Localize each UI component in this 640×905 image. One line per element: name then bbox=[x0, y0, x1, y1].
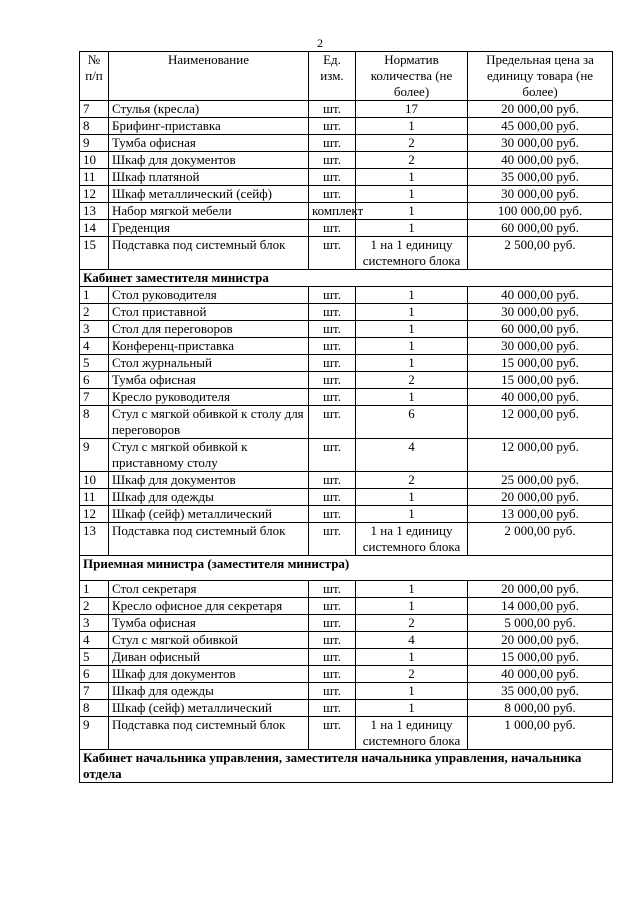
cell-unit: шт. bbox=[309, 118, 356, 135]
cell-name: Стулья (кресла) bbox=[109, 101, 309, 118]
cell-unit: шт. bbox=[309, 338, 356, 355]
cell-name: Подставка под системный блок bbox=[109, 717, 309, 750]
table-row bbox=[80, 152, 613, 169]
section-title: Кабинет заместителя министра bbox=[80, 270, 613, 287]
cell-qty: 1 bbox=[356, 220, 468, 237]
cell-name: Стол журнальный bbox=[109, 355, 309, 372]
table-row bbox=[80, 683, 613, 700]
table-row bbox=[80, 186, 613, 203]
cell-price: 30 000,00 руб. bbox=[468, 304, 613, 321]
cell-price: 35 000,00 руб. bbox=[468, 169, 613, 186]
cell-unit: шт. bbox=[309, 439, 356, 472]
cell-num: 2 bbox=[80, 304, 109, 321]
cell-name: Шкаф для одежды bbox=[109, 683, 309, 700]
cell-name: Стул с мягкой обивкой bbox=[109, 632, 309, 649]
cell-num: 3 bbox=[80, 615, 109, 632]
cell-name: Стол для переговоров bbox=[109, 321, 309, 338]
table-header-row bbox=[80, 52, 613, 101]
table-row bbox=[80, 169, 613, 186]
cell-price: 40 000,00 руб. bbox=[468, 666, 613, 683]
cell-num: 9 bbox=[80, 717, 109, 750]
cell-num: 10 bbox=[80, 472, 109, 489]
cell-unit: шт. bbox=[309, 615, 356, 632]
cell-price: 40 000,00 руб. bbox=[468, 287, 613, 304]
table-row bbox=[80, 321, 613, 338]
cell-num: 2 bbox=[80, 598, 109, 615]
cell-unit: шт. bbox=[309, 220, 356, 237]
table-row bbox=[80, 406, 613, 439]
table-row bbox=[80, 372, 613, 389]
cell-unit: шт. bbox=[309, 598, 356, 615]
cell-unit: шт. bbox=[309, 506, 356, 523]
cell-num: 14 bbox=[80, 220, 109, 237]
cell-qty: 1 на 1 единицу системного блока bbox=[356, 237, 468, 270]
cell-num: 4 bbox=[80, 338, 109, 355]
cell-price: 12 000,00 руб. bbox=[468, 406, 613, 439]
cell-num: 6 bbox=[80, 666, 109, 683]
cell-price: 30 000,00 руб. bbox=[468, 338, 613, 355]
section-header-row bbox=[80, 556, 613, 581]
cell-name: Стул с мягкой обивкой к приставному столу bbox=[109, 439, 309, 472]
cell-unit: шт. bbox=[309, 152, 356, 169]
cell-name: Шкаф для документов bbox=[109, 472, 309, 489]
cell-price: 13 000,00 руб. bbox=[468, 506, 613, 523]
cell-name: Шкаф для одежды bbox=[109, 489, 309, 506]
cell-unit: шт. bbox=[309, 649, 356, 666]
cell-qty: 2 bbox=[356, 152, 468, 169]
table-row bbox=[80, 649, 613, 666]
cell-unit: шт. bbox=[309, 717, 356, 750]
cell-qty: 1 bbox=[356, 118, 468, 135]
cell-name: Диван офисный bbox=[109, 649, 309, 666]
cell-unit: шт. bbox=[309, 581, 356, 598]
cell-unit: шт. bbox=[309, 632, 356, 649]
table-row bbox=[80, 598, 613, 615]
cell-unit: шт. bbox=[309, 666, 356, 683]
table-row bbox=[80, 338, 613, 355]
cell-price: 15 000,00 руб. bbox=[468, 355, 613, 372]
cell-name: Тумба офисная bbox=[109, 135, 309, 152]
cell-price: 20 000,00 руб. bbox=[468, 632, 613, 649]
table-row bbox=[80, 389, 613, 406]
cell-name: Брифинг-приставка bbox=[109, 118, 309, 135]
table-row bbox=[80, 118, 613, 135]
cell-unit: шт. bbox=[309, 169, 356, 186]
cell-name: Подставка под системный блок bbox=[109, 237, 309, 270]
cell-num: 15 bbox=[80, 237, 109, 270]
cell-num: 1 bbox=[80, 287, 109, 304]
cell-unit: шт. bbox=[309, 372, 356, 389]
cell-unit: шт. bbox=[309, 287, 356, 304]
table-row bbox=[80, 717, 613, 750]
cell-qty: 1 на 1 единицу системного блока bbox=[356, 523, 468, 556]
table-row bbox=[80, 287, 613, 304]
cell-price: 30 000,00 руб. bbox=[468, 186, 613, 203]
cell-qty: 2 bbox=[356, 135, 468, 152]
table-row bbox=[80, 489, 613, 506]
cell-name: Тумба офисная bbox=[109, 372, 309, 389]
cell-num: 12 bbox=[80, 186, 109, 203]
cell-name: Греденция bbox=[109, 220, 309, 237]
cell-qty: 2 bbox=[356, 615, 468, 632]
cell-unit: шт. bbox=[309, 683, 356, 700]
cell-qty: 1 bbox=[356, 489, 468, 506]
cell-price: 60 000,00 руб. bbox=[468, 220, 613, 237]
table-row bbox=[80, 581, 613, 598]
cell-name: Тумба офисная bbox=[109, 615, 309, 632]
cell-unit: шт. bbox=[309, 406, 356, 439]
cell-num: 5 bbox=[80, 649, 109, 666]
table-row bbox=[80, 700, 613, 717]
cell-price: 40 000,00 руб. bbox=[468, 152, 613, 169]
cell-name: Кресло руководителя bbox=[109, 389, 309, 406]
cell-price: 15 000,00 руб. bbox=[468, 372, 613, 389]
table-row bbox=[80, 135, 613, 152]
cell-num: 1 bbox=[80, 581, 109, 598]
cell-num: 5 bbox=[80, 355, 109, 372]
cell-qty: 2 bbox=[356, 472, 468, 489]
cell-qty: 1 на 1 единицу системного блока bbox=[356, 717, 468, 750]
cell-unit: шт. bbox=[309, 304, 356, 321]
cell-qty: 1 bbox=[356, 287, 468, 304]
cell-num: 7 bbox=[80, 101, 109, 118]
table-row bbox=[80, 615, 613, 632]
cell-price: 25 000,00 руб. bbox=[468, 472, 613, 489]
cell-unit: шт. bbox=[309, 237, 356, 270]
cell-name: Конференц-приставка bbox=[109, 338, 309, 355]
cell-name: Стол руководителя bbox=[109, 287, 309, 304]
cell-num: 12 bbox=[80, 506, 109, 523]
cell-price: 35 000,00 руб. bbox=[468, 683, 613, 700]
cell-num: 13 bbox=[80, 523, 109, 556]
cell-qty: 1 bbox=[356, 304, 468, 321]
table-row bbox=[80, 220, 613, 237]
table-row bbox=[80, 666, 613, 683]
cell-unit: шт. bbox=[309, 523, 356, 556]
cell-qty: 1 bbox=[356, 186, 468, 203]
cell-qty: 4 bbox=[356, 632, 468, 649]
cell-name: Шкаф металлический (сейф) bbox=[109, 186, 309, 203]
cell-qty: 1 bbox=[356, 683, 468, 700]
cell-name: Кресло офисное для секретаря bbox=[109, 598, 309, 615]
cell-qty: 1 bbox=[356, 321, 468, 338]
cell-name: Стул с мягкой обивкой к столу для переговоров bbox=[109, 406, 309, 439]
cell-qty: 1 bbox=[356, 203, 468, 220]
cell-qty: 1 bbox=[356, 338, 468, 355]
cell-num: 13 bbox=[80, 203, 109, 220]
cell-num: 4 bbox=[80, 632, 109, 649]
cell-qty: 1 bbox=[356, 700, 468, 717]
cell-price: 2 500,00 руб. bbox=[468, 237, 613, 270]
cell-unit: шт. bbox=[309, 700, 356, 717]
cell-name: Шкаф (сейф) металлический bbox=[109, 700, 309, 717]
cell-num: 8 bbox=[80, 118, 109, 135]
cell-num: 7 bbox=[80, 683, 109, 700]
cell-num: 8 bbox=[80, 700, 109, 717]
table-row bbox=[80, 506, 613, 523]
header-norm: Норматив количества (не более) bbox=[356, 52, 468, 101]
cell-price: 45 000,00 руб. bbox=[468, 118, 613, 135]
header-name: Наименование bbox=[109, 52, 309, 101]
cell-price: 30 000,00 руб. bbox=[468, 135, 613, 152]
cell-name: Шкаф платяной bbox=[109, 169, 309, 186]
section-header-row bbox=[80, 270, 613, 287]
cell-qty: 2 bbox=[356, 372, 468, 389]
cell-price: 14 000,00 руб. bbox=[468, 598, 613, 615]
table-row bbox=[80, 523, 613, 556]
table-row bbox=[80, 632, 613, 649]
header-num: № п/п bbox=[80, 52, 109, 101]
cell-name: Шкаф для документов bbox=[109, 152, 309, 169]
cell-name: Подставка под системный блок bbox=[109, 523, 309, 556]
cell-name: Шкаф (сейф) металлический bbox=[109, 506, 309, 523]
cell-qty: 1 bbox=[356, 389, 468, 406]
cell-price: 100 000,00 руб. bbox=[468, 203, 613, 220]
table-row bbox=[80, 304, 613, 321]
page-number: 2 bbox=[317, 36, 323, 50]
cell-unit: шт. bbox=[309, 355, 356, 372]
cell-price: 20 000,00 руб. bbox=[468, 581, 613, 598]
cell-unit: комплект bbox=[309, 203, 356, 220]
cell-unit: шт. bbox=[309, 472, 356, 489]
cell-price: 60 000,00 руб. bbox=[468, 321, 613, 338]
cell-qty: 4 bbox=[356, 439, 468, 472]
cell-qty: 1 bbox=[356, 649, 468, 666]
cell-price: 15 000,00 руб. bbox=[468, 649, 613, 666]
cell-qty: 1 bbox=[356, 581, 468, 598]
cell-price: 2 000,00 руб. bbox=[468, 523, 613, 556]
cell-unit: шт. bbox=[309, 489, 356, 506]
cell-unit: шт. bbox=[309, 101, 356, 118]
cell-num: 9 bbox=[80, 135, 109, 152]
cell-qty: 1 bbox=[356, 506, 468, 523]
cell-qty: 17 bbox=[356, 101, 468, 118]
table-row bbox=[80, 237, 613, 270]
cell-unit: шт. bbox=[309, 389, 356, 406]
cell-num: 3 bbox=[80, 321, 109, 338]
cell-price: 8 000,00 руб. bbox=[468, 700, 613, 717]
cell-price: 5 000,00 руб. bbox=[468, 615, 613, 632]
cell-price: 20 000,00 руб. bbox=[468, 101, 613, 118]
cell-price: 12 000,00 руб. bbox=[468, 439, 613, 472]
cell-name: Стол секретаря bbox=[109, 581, 309, 598]
cell-qty: 6 bbox=[356, 406, 468, 439]
cell-name: Набор мягкой мебели bbox=[109, 203, 309, 220]
cell-num: 8 bbox=[80, 406, 109, 439]
cell-num: 6 bbox=[80, 372, 109, 389]
cell-num: 9 bbox=[80, 439, 109, 472]
cell-qty: 1 bbox=[356, 355, 468, 372]
cell-num: 11 bbox=[80, 169, 109, 186]
cell-num: 11 bbox=[80, 489, 109, 506]
cell-unit: шт. bbox=[309, 135, 356, 152]
table-row bbox=[80, 472, 613, 489]
cell-qty: 1 bbox=[356, 598, 468, 615]
cell-qty: 2 bbox=[356, 666, 468, 683]
header-unit: Ед. изм. bbox=[309, 52, 356, 101]
cell-num: 10 bbox=[80, 152, 109, 169]
furniture-norms-table bbox=[79, 51, 613, 783]
cell-qty: 1 bbox=[356, 169, 468, 186]
header-price: Предельная цена за единицу товара (не более) bbox=[468, 52, 613, 101]
section-title: Приемная министра (заместителя министра) bbox=[80, 556, 613, 581]
table-row bbox=[80, 355, 613, 372]
cell-name: Стол приставной bbox=[109, 304, 309, 321]
cell-unit: шт. bbox=[309, 321, 356, 338]
section-header-row bbox=[80, 750, 613, 783]
cell-price: 1 000,00 руб. bbox=[468, 717, 613, 750]
cell-unit: шт. bbox=[309, 186, 356, 203]
section-title: Кабинет начальника управления, заместителя начальника управления, начальника отдела bbox=[80, 750, 613, 783]
table-row bbox=[80, 101, 613, 118]
cell-name: Шкаф для документов bbox=[109, 666, 309, 683]
table-row bbox=[80, 203, 613, 220]
cell-price: 20 000,00 руб. bbox=[468, 489, 613, 506]
table-row bbox=[80, 439, 613, 472]
cell-price: 40 000,00 руб. bbox=[468, 389, 613, 406]
cell-num: 7 bbox=[80, 389, 109, 406]
